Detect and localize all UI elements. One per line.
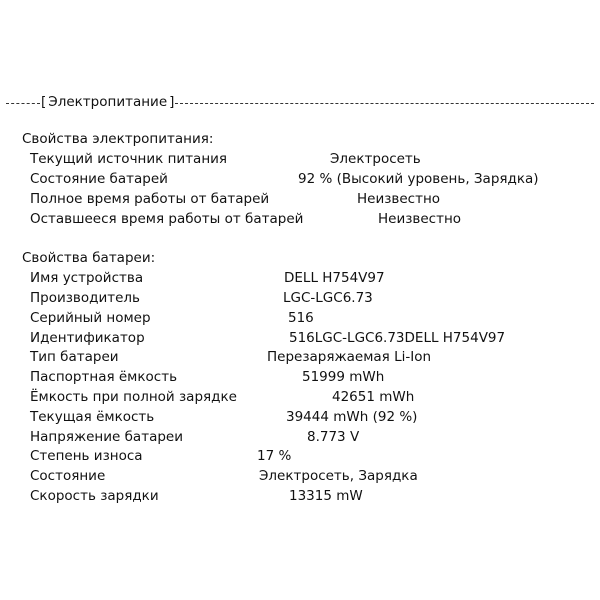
battery-value-type: Перезаряжаемая Li-Ion: [267, 349, 432, 365]
battery-key-design-capacity: Паспортная ёмкость: [30, 369, 178, 385]
battery-value-charge-rate: 13315 mW: [289, 488, 363, 504]
battery-value-wear-level: 17 %: [257, 448, 292, 464]
battery-key-identifier: Идентификатор: [30, 330, 145, 346]
battery-row-identifier: [30, 330, 590, 350]
battery-value-serial: 516: [288, 310, 314, 326]
power-value-source: Электросеть: [330, 151, 421, 167]
power-row-remaining-time: [30, 211, 590, 231]
battery-row-voltage: [30, 429, 590, 449]
battery-key-wear-level: Степень износа: [30, 448, 143, 464]
battery-key-manufacturer: Производитель: [30, 290, 141, 306]
battery-key-serial: Серийный номер: [30, 310, 151, 326]
header-bracket-open: [: [41, 94, 47, 110]
battery-row-full-charge-capacity: [30, 389, 590, 409]
battery-value-state: Электросеть, Зарядка: [259, 468, 418, 484]
power-row-battery-state: [30, 171, 590, 191]
battery-row-charge-rate: [30, 488, 590, 508]
header-title: Электропитание: [48, 94, 168, 110]
section-header: [6, 92, 594, 112]
power-value-battery-state: 92 % (Высокий уровень, Зарядка): [298, 171, 539, 187]
power-key-full-time: Полное время работы от батарей: [30, 191, 270, 207]
battery-row-serial: [30, 310, 590, 330]
battery-value-manufacturer: LGC-LGC6.73: [283, 290, 373, 306]
power-section-title: Свойства электропитания:: [22, 131, 214, 147]
battery-row-current-capacity: [30, 409, 590, 429]
power-key-battery-state: Состояние батарей: [30, 171, 168, 187]
battery-key-state: Состояние: [30, 468, 106, 484]
power-value-remaining-time: Неизвестно: [378, 211, 462, 227]
battery-value-identifier: 516LGC-LGC6.73DELL H754V97: [289, 330, 506, 346]
header-dash-right: [175, 103, 594, 104]
battery-value-voltage: 8.773 V: [307, 429, 360, 445]
power-key-source: Текущий источник питания: [30, 151, 228, 167]
battery-section-title: Свойства батареи:: [22, 250, 156, 266]
battery-key-current-capacity: Текущая ёмкость: [30, 409, 155, 425]
battery-row-manufacturer: [30, 290, 590, 310]
battery-key-type: Тип батареи: [30, 349, 119, 365]
battery-row-design-capacity: [30, 369, 590, 389]
power-key-remaining-time: Оставшееся время работы от батарей: [30, 211, 304, 227]
battery-row-device-name: [30, 270, 590, 290]
header-dash-left: [6, 103, 40, 104]
header-bracket-close: ]: [169, 94, 175, 110]
power-row-full-time: [30, 191, 590, 211]
battery-row-type: [30, 349, 590, 369]
battery-key-device-name: Имя устройства: [30, 270, 144, 286]
battery-row-state: [30, 468, 590, 488]
battery-key-voltage: Напряжение батареи: [30, 429, 183, 445]
battery-value-current-capacity: 39444 mWh (92 %): [286, 409, 418, 425]
battery-key-full-charge-capacity: Ёмкость при полной зарядке: [30, 389, 237, 405]
battery-value-device-name: DELL H754V97: [284, 270, 385, 286]
battery-key-charge-rate: Скорость зарядки: [30, 488, 159, 504]
battery-value-full-charge-capacity: 42651 mWh: [332, 389, 415, 405]
battery-row-wear-level: [30, 448, 590, 468]
power-value-full-time: Неизвестно: [357, 191, 441, 207]
power-row-source: [30, 151, 590, 171]
battery-value-design-capacity: 51999 mWh: [302, 369, 385, 385]
